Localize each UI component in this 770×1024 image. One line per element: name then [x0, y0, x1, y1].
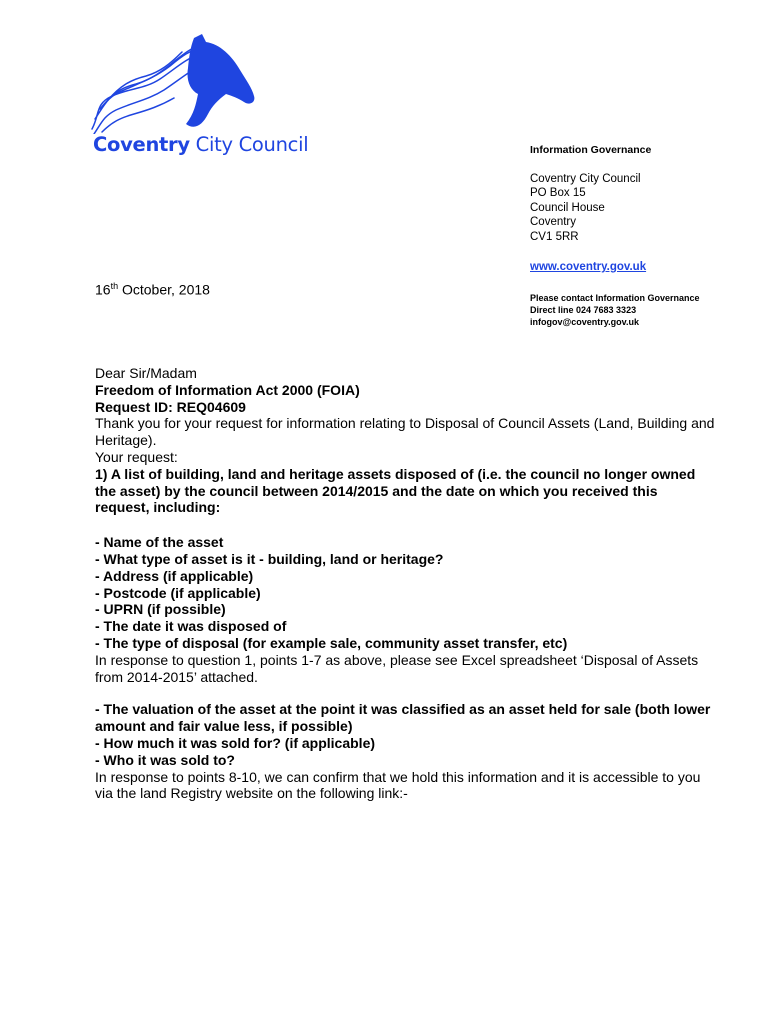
- list-item: - The date it was disposed of: [95, 618, 287, 635]
- points-list-8-10: [95, 701, 715, 768]
- address-line: Council House: [530, 201, 605, 214]
- response-paragraph: In response to question 1, points 1-7 as above, please see Excel spreadsheet ‘Disposal of Assets from 2014-2015’ attached.: [95, 651, 699, 685]
- list-item: - The type of disposal (for example sale, community asset transfer, etc): [95, 634, 568, 651]
- list-item: - Name of the asset: [95, 534, 224, 551]
- address-line: CV1 5RR: [530, 230, 579, 243]
- website-link[interactable]: www.coventry.gov.uk: [530, 261, 647, 273]
- list-item: - How much it was sold for? (if applicable): [95, 734, 376, 751]
- salutation: Dear Sir/Madam: [95, 365, 197, 381]
- contact-line: Please contact Information Governance: [530, 292, 700, 303]
- horse-head-logo-icon: [90, 34, 305, 134]
- council-logo: [90, 34, 309, 158]
- list-item: - Address (if applicable): [95, 567, 254, 584]
- question-1: 1) A list of building, land and heritage assets disposed of (i.e. the council no longer owned the asset) by the council between 2014/2015 and the date on which you received this request, including:: [95, 465, 696, 516]
- letter-date: 16th October, 2018: [95, 281, 210, 298]
- address-line: Coventry City Council: [530, 172, 641, 185]
- contact-details: [530, 292, 760, 328]
- council-logo-text: Coventry City Council: [93, 133, 309, 156]
- address-line: PO Box 15: [530, 187, 586, 199]
- address-line: Coventry: [530, 216, 577, 228]
- your-request-label: Your request:: [95, 448, 178, 465]
- contact-line: Direct line 024 7683 3323: [530, 304, 637, 315]
- contact-email: infogov@coventry.gov.uk: [530, 316, 639, 327]
- sender-address-block: [530, 143, 760, 328]
- list-item: - What type of asset is it - building, land or heritage?: [95, 550, 444, 567]
- list-item: - Who it was sold to?: [95, 751, 235, 768]
- request-id: Request ID: REQ04609: [95, 398, 246, 415]
- points-list-1-7: [95, 534, 715, 652]
- postal-address: [530, 172, 760, 245]
- response-paragraph: In response to points 8-10, we can confirm that we hold this information and it is accessible to you via the land Registry website on the following link:-: [95, 768, 701, 802]
- subject-line: Freedom of Information Act 2000 (FOIA): [95, 381, 360, 398]
- letter-body: [95, 365, 715, 802]
- list-item: - The valuation of the asset at the point it was classified as an asset held for sale (both lower amount and fair value less, if possible): [95, 701, 711, 735]
- department-title: Information Governance: [530, 144, 652, 156]
- list-item: - Postcode (if applicable): [95, 584, 261, 601]
- list-item: - UPRN (if possible): [95, 601, 226, 618]
- intro-paragraph: Thank you for your request for information relating to Disposal of Council Assets (Land, Building and Heritage).: [95, 415, 715, 449]
